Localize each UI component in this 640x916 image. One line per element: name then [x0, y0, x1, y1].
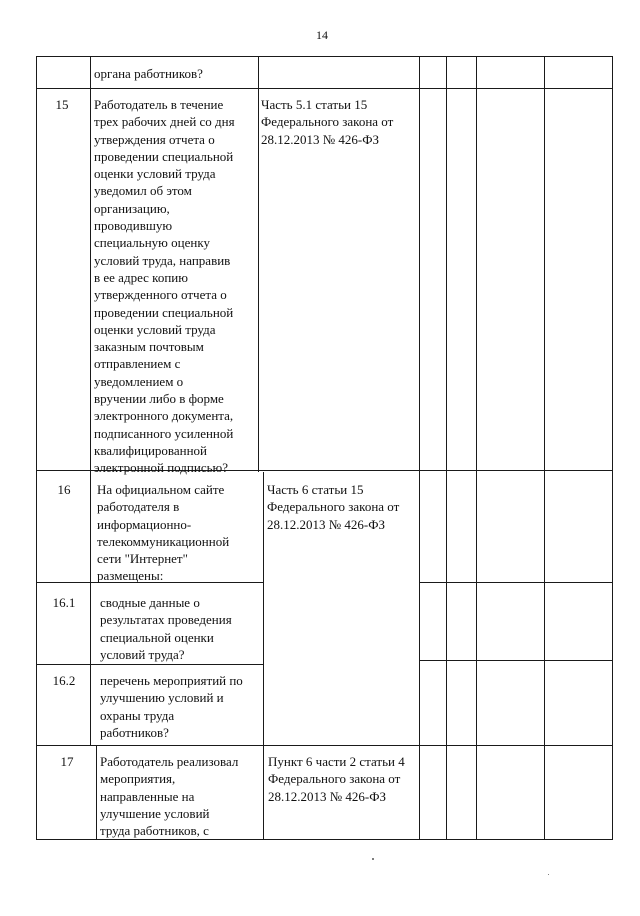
question-line: улучшение условий: [100, 805, 210, 821]
row-number: 16: [57, 482, 71, 497]
row-number: 15: [55, 97, 69, 112]
reference-line: 28.12.2013 № 426-ФЗ: [268, 788, 387, 804]
reference-line: Федерального закона от: [267, 499, 400, 515]
question-line: проведении специальной: [94, 148, 234, 164]
question-line: работников?: [100, 724, 169, 740]
question-cell: [94, 65, 203, 82]
column-divider-question: [258, 56, 259, 472]
question-line: охраны труда: [100, 707, 175, 723]
question-line: заказным почтовым: [94, 339, 204, 355]
table-border-right: [612, 56, 613, 840]
question-line: подписанного усиленной: [94, 425, 234, 441]
row-number: 16.2: [52, 673, 76, 688]
question-line: оценки условий труда: [94, 166, 216, 182]
question-line: направленные на: [100, 788, 195, 804]
row-number: 17: [60, 754, 74, 769]
question-line: органа работников?: [94, 66, 203, 81]
reference-line: Часть 6 статьи 15: [267, 482, 364, 497]
column-divider-yes: [446, 56, 447, 840]
question-line: Работодатель реализовал: [100, 754, 239, 769]
reference-line: 28.12.2013 № 426-ФЗ: [267, 516, 386, 532]
question-line: отправлением с: [94, 356, 181, 372]
scan-speck: [548, 874, 549, 875]
question-line: утвержденного отчета о: [94, 287, 227, 303]
reference-line: Федерального закона от: [261, 114, 394, 130]
question-line: Работодатель в течение: [94, 97, 224, 112]
table-border-left: [36, 56, 37, 840]
row-number: 16.1: [52, 595, 76, 610]
question-line: условий труда?: [100, 646, 185, 662]
question-line: сети "Интернет": [97, 551, 188, 567]
reference-line: 28.12.2013 № 426-ФЗ: [261, 131, 380, 147]
question-line: улучшению условий и: [100, 690, 224, 706]
column-divider-question: [263, 472, 264, 840]
column-divider-na: [544, 56, 545, 840]
column-divider-no: [476, 56, 477, 840]
reference-line: Федерального закона от: [268, 771, 401, 787]
question-line: телекоммуникационной: [97, 533, 230, 549]
row-divider: [36, 745, 613, 746]
question-line: сводные данные о: [100, 595, 200, 610]
question-line: результатах проведения: [100, 612, 232, 628]
question-line: специальной оценки: [100, 629, 214, 645]
question-cell: [100, 594, 232, 663]
question-line: утверждения отчета о: [94, 131, 215, 147]
reference-cell: [261, 96, 393, 148]
question-line: электронной подписью?: [94, 460, 228, 476]
row-divider: [36, 664, 263, 665]
question-line: проводившую: [94, 218, 173, 234]
question-cell: [100, 753, 238, 839]
question-line: условий труда, направив: [94, 252, 231, 268]
question-cell: [94, 96, 235, 477]
question-cell: [97, 481, 229, 585]
table-top-border: [36, 56, 613, 57]
column-divider-number: [90, 56, 91, 745]
question-line: информационно-: [97, 516, 192, 532]
page-number: 14: [316, 28, 328, 42]
question-line: мероприятия,: [100, 771, 176, 787]
row-divider: [419, 582, 613, 583]
question-line: трех рабочих дней со дня: [94, 114, 235, 130]
question-line: квалифицированной: [94, 442, 208, 458]
question-line: вручении либо в форме: [94, 391, 224, 407]
reference-line: Пункт 6 части 2 статьи 4: [268, 754, 405, 769]
question-line: размещены:: [97, 568, 164, 584]
column-divider-number: [96, 746, 97, 840]
question-line: труда работников, с: [100, 823, 209, 839]
row-divider: [36, 88, 613, 89]
question-line: в ее адрес копию: [94, 269, 188, 285]
question-line: специальную оценку: [94, 235, 210, 251]
question-line: работодателя в: [97, 499, 180, 515]
reference-cell: [267, 481, 399, 533]
reference-line: Часть 5.1 статьи 15: [261, 97, 368, 112]
scan-speck: [372, 858, 374, 860]
question-line: перечень мероприятий по: [100, 673, 243, 688]
question-line: уведомил об этом: [94, 183, 192, 199]
column-divider-reference: [419, 56, 420, 840]
question-line: электронного документа,: [94, 408, 234, 424]
question-line: оценки условий труда: [94, 321, 216, 337]
question-cell: [100, 672, 243, 741]
question-line: На официальном сайте: [97, 482, 225, 497]
row-divider: [419, 660, 613, 661]
reference-cell: [268, 753, 405, 805]
question-line: организацию,: [94, 200, 170, 216]
question-line: уведомлением о: [94, 373, 184, 389]
question-line: проведении специальной: [94, 304, 234, 320]
